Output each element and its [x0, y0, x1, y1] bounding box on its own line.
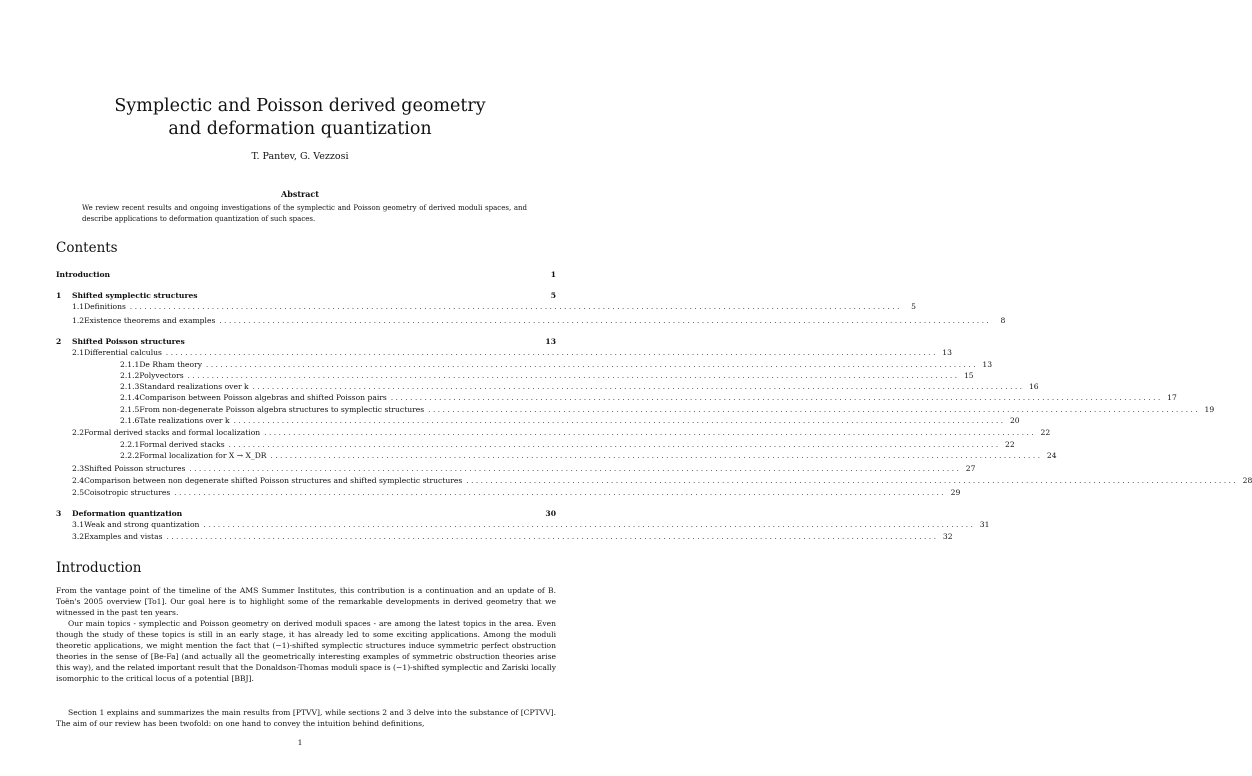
toc-entry[interactable] [120, 415, 1020, 426]
toc-entry-leader: ................................................................................................................................................................ [466, 477, 1239, 485]
toc-entry-number: 3.1 [72, 520, 85, 529]
toc-entry-number: 2.2.2 [120, 451, 140, 460]
toc-entry-label: Tate realizations over k [139, 416, 230, 425]
toc-entry[interactable] [120, 381, 1039, 392]
toc-entry-leader: ................................................................................................................................................................ [165, 349, 938, 357]
toc-entry-number: 2.2.1 [120, 440, 140, 449]
toc-entry-page: 29 [950, 488, 961, 497]
toc-entry-number: 1 [56, 291, 62, 300]
toc-entry-number: 2.2 [72, 428, 85, 437]
authors: T. Pantev, G. Vezzosi [251, 151, 349, 162]
toc-entry-page: 13 [982, 360, 993, 369]
toc-entry-leader: ................................................................................................................................................................ [390, 394, 1163, 402]
toc-entry-page: 20 [1009, 416, 1020, 425]
toc-entry-number: 2.4 [72, 476, 85, 485]
toc-entry-page: 5 [911, 302, 916, 311]
toc-entry-page: 15 [963, 371, 974, 380]
toc-entry-leader: ................................................................................................................................................................ [189, 465, 962, 473]
toc-entry-label: From non-degenerate Poisson algebra structures to symplectic structures [139, 405, 425, 414]
toc-entry-number: 1.1 [72, 302, 85, 311]
toc-entry-label: Formal derived stacks [139, 440, 225, 449]
toc-entry-label: Deformation quantization [72, 509, 183, 518]
toc-entry[interactable] [56, 336, 556, 347]
toc-entry[interactable] [72, 531, 953, 542]
toc-entry-number: 2.1 [72, 348, 85, 357]
abstract-text: We review recent results and ongoing investigations of the symplectic and Poisson geometry of derived moduli spaces, and describe applications to deformation quantization of such spaces. [82, 204, 527, 223]
toc-entry-leader: ................................................................................................................................................................ [270, 452, 1043, 460]
toc-entry[interactable] [72, 519, 990, 530]
toc-entry-label: Polyvectors [139, 371, 184, 380]
toc-entry-label: Comparison between non degenerate shifted Poisson structures and shifted symplectic structures [84, 476, 463, 485]
contents-heading: Contents [56, 240, 118, 256]
toc-entry-label: Examples and vistas [84, 532, 163, 541]
toc-entry-leader: ................................................................................................................................................................ [206, 361, 979, 369]
toc-entry[interactable] [72, 301, 916, 312]
toc-entry-number: 3.2 [72, 532, 85, 541]
toc-entry[interactable] [56, 508, 556, 519]
toc-entry-leader: ................................................................................................................................................................ [174, 489, 947, 497]
paper-title-line-1: Symplectic and Poisson derived geometry [114, 96, 486, 116]
toc-entry-page: 32 [942, 532, 953, 541]
introduction-heading: Introduction [56, 560, 142, 576]
intro-paragraph-3: Section 1 explains and summarizes the main results from [PTVV], while sections 2 and 3 delve into the substance of [CPTVV]. The aim of our review has been twofold: on one hand to convey the intuition behind definitions, [56, 708, 556, 728]
toc-entry-page: 22 [1040, 428, 1051, 437]
toc-entry-label: Existence theorems and examples [84, 316, 216, 325]
toc-entry[interactable] [72, 487, 961, 498]
toc-entry-label: Comparison between Poisson algebras and shifted Poisson pairs [139, 393, 387, 402]
toc-entry-label: Introduction [56, 270, 111, 279]
toc-entry-page: 22 [1005, 440, 1015, 449]
page-number: 1 [297, 738, 303, 747]
toc-entry-label: Standard realizations over k [139, 382, 249, 391]
toc-entry-label: Shifted Poisson structures [72, 337, 185, 346]
toc-entry-label: De Rham theory [139, 360, 203, 369]
toc-entry-leader: ................................................................................................................................................................ [203, 521, 976, 529]
toc-entry-number: 2.1.5 [120, 405, 140, 414]
toc-entry-number: 2.5 [72, 488, 85, 497]
toc-entry[interactable] [72, 427, 1051, 438]
toc-entry-label: Weak and strong quantization [84, 520, 200, 529]
toc-entry[interactable] [120, 404, 1215, 415]
toc-entry[interactable] [120, 450, 1057, 461]
toc-entry-leader: ................................................................................................................................................................ [264, 429, 1037, 437]
toc-entry-page: 16 [1028, 382, 1039, 391]
toc-entry-leader: ................................................................................................................................................................ [428, 406, 1201, 414]
paper-title-line-2: and deformation quantization [168, 119, 432, 139]
toc-entry-page: 5 [550, 291, 556, 300]
toc-entry-page: 28 [1242, 476, 1252, 485]
toc-entry-page: 19 [1204, 405, 1215, 414]
toc-entry[interactable] [120, 439, 1015, 450]
toc-entry-label: Formal localization for X → X_DR [139, 451, 267, 460]
toc-entry[interactable] [56, 269, 556, 280]
toc-entry[interactable] [72, 475, 1252, 486]
toc-entry-page: 27 [965, 464, 976, 473]
toc-entry[interactable] [120, 370, 974, 381]
toc-entry-number: 2.1.1 [120, 360, 140, 369]
toc-entry[interactable] [72, 463, 976, 474]
intro-paragraph-2: Our main topics - symplectic and Poisson geometry on derived moduli spaces - are among the latest topics in the area. Even though the study of these topics is still in an early stage, it has already led to some exciting applications. Among the moduli theoretic applications, we might mention the fact that (−1)-shifted symplectic structures induce symmetric perfect obstruction theories in the sense of [Be-Fa] (and actually all the geometrically interesting examples of symmetric obstruction theories arise this way), and the related important result that the Donaldson-Thomas moduli space is (−1)-shifted symplectic and Zariski locally isomorphic to the critical locus of a potential [BBJ]. [56, 619, 556, 683]
toc-entry-page: 13 [942, 348, 952, 357]
toc-entry-page: 30 [545, 509, 556, 518]
toc-entry-label: Coisotropic structures [84, 488, 171, 497]
abstract-heading: Abstract [281, 189, 319, 199]
toc-entry-leader: ................................................................................................................................................................ [187, 372, 960, 380]
toc-entry[interactable] [72, 347, 952, 358]
toc-entry-number: 2.1.2 [120, 371, 140, 380]
toc-entry-label: Formal derived stacks and formal localization [84, 428, 261, 437]
toc-entry[interactable] [120, 392, 1177, 403]
toc-entry-leader: ................................................................................................................................................................ [228, 441, 1001, 449]
toc-entry-page: 24 [1046, 451, 1057, 460]
toc-entry-number: 3 [56, 509, 62, 518]
toc-entry-number: 2.1.6 [120, 416, 140, 425]
toc-entry-number: 2 [56, 337, 62, 346]
toc-entry-page: 17 [1167, 393, 1177, 402]
toc-entry-leader: ................................................................................................................................................................ [233, 417, 1006, 425]
toc-entry-page: 1 [550, 270, 556, 279]
toc-entry-number: 1.2 [72, 316, 85, 325]
toc-entry[interactable] [56, 290, 556, 301]
toc-entry-number: 2.1.3 [120, 382, 140, 391]
toc-entry-number: 2.3 [72, 464, 85, 473]
intro-paragraph-1: From the vantage point of the timeline of the AMS Summer Institutes, this contribution is a continuation and an update of B. Toën's 2005 overview [To1]. Our goal here is to highlight some of the remarkable developments in derived geometry that we witnessed in the past ten years. [56, 586, 556, 617]
toc-entry[interactable] [120, 359, 993, 370]
toc-entry-label: Differential calculus [84, 348, 162, 357]
toc-entry-leader: ................................................................................................................................................................ [252, 383, 1025, 391]
toc-entry-leader: ................................................................................................................................................................ [219, 317, 992, 325]
toc-entry-label: Shifted symplectic structures [72, 291, 198, 300]
toc-entry[interactable] [72, 315, 1006, 326]
toc-entry-leader: ................................................................................................................................................................ [129, 303, 902, 311]
toc-entry-page: 8 [1000, 316, 1006, 325]
toc-entry-number: 2.1.4 [120, 393, 140, 402]
toc-entry-page: 31 [979, 520, 990, 529]
toc-entry-page: 13 [545, 337, 556, 346]
toc-entry-label: Shifted Poisson structures [84, 464, 186, 473]
toc-entry-label: Definitions [84, 302, 126, 311]
toc-entry-leader: ................................................................................................................................................................ [166, 533, 939, 541]
